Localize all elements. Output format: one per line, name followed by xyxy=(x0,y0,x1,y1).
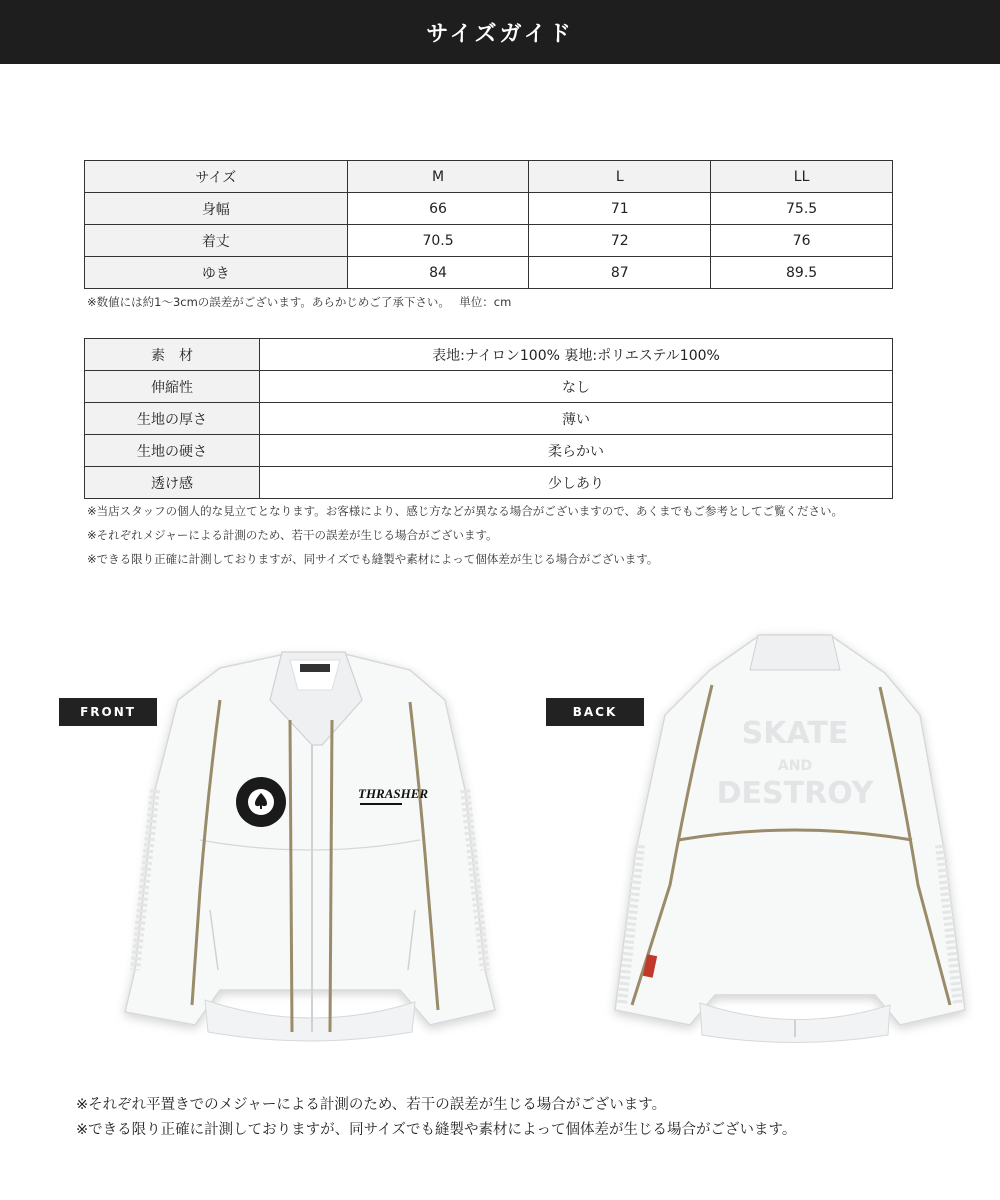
table-row xyxy=(85,435,893,467)
material-note-2: ※それぞれメジャーによる計測のため、若干の誤差が生じる場合がございます。 xyxy=(87,528,498,542)
size-header-ll: LL xyxy=(711,161,893,193)
row-label: 生地の厚さ xyxy=(85,403,260,435)
table-cell: 76 xyxy=(711,225,893,257)
front-tag: FRONT xyxy=(59,698,157,726)
back-graphic-line3: DESTROY xyxy=(716,776,874,811)
size-header-l: L xyxy=(529,161,711,193)
table-cell: なし xyxy=(260,371,893,403)
table-cell: 71 xyxy=(529,193,711,225)
row-label: 身幅 xyxy=(85,193,348,225)
table-row xyxy=(85,193,893,225)
table-row xyxy=(85,403,893,435)
table-row xyxy=(85,225,893,257)
back-graphic-line1: SKATE xyxy=(741,716,849,751)
table-cell: 柔らかい xyxy=(260,435,893,467)
back-graphic-line2: AND xyxy=(777,758,813,774)
table-row xyxy=(85,371,893,403)
material-table xyxy=(84,338,893,499)
table-cell: 66 xyxy=(347,193,529,225)
table-cell: 72 xyxy=(529,225,711,257)
row-label: 生地の硬さ xyxy=(85,435,260,467)
row-label: ゆき xyxy=(85,257,348,289)
row-label: 着丈 xyxy=(85,225,348,257)
page-header xyxy=(0,0,1000,64)
table-row xyxy=(85,467,893,499)
table-row xyxy=(85,257,893,289)
material-note-1: ※当店スタッフの個人的な見立てとなります。お客様により、感じ方などが異なる場合がございますので、あくまでもご参考としてご覧ください。 xyxy=(87,504,843,518)
table-cell: 87 xyxy=(529,257,711,289)
size-table-header-row xyxy=(85,161,893,193)
bottom-note-1: ※それぞれ平置きでのメジャーによる計測のため、若干の誤差が生じる場合がございます。 xyxy=(76,1097,667,1113)
row-label: 伸縮性 xyxy=(85,371,260,403)
back-tag: BACK xyxy=(546,698,644,726)
size-header-m: M xyxy=(347,161,529,193)
table-row xyxy=(85,339,893,371)
jacket-back-image xyxy=(600,625,990,1060)
size-header-label: サイズ xyxy=(85,161,348,193)
material-note-3: ※できる限り正確に計測しておりますが、同サイズでも縫製や素材によって個体差が生じる場合がございます。 xyxy=(87,552,659,566)
row-label: 透け感 xyxy=(85,467,260,499)
bottom-note-2: ※できる限り正確に計測しておりますが、同サイズでも縫製や素材によって個体差が生じる場合がございます。 xyxy=(76,1122,797,1138)
front-brand-text: THRASHER xyxy=(358,786,429,801)
table-cell: 89.5 xyxy=(711,257,893,289)
size-table xyxy=(84,160,893,289)
table-cell: 70.5 xyxy=(347,225,529,257)
table-cell: 84 xyxy=(347,257,529,289)
table-cell: 少しあり xyxy=(260,467,893,499)
page-title: サイズガイド xyxy=(426,21,574,47)
table-cell: 表地:ナイロン100% 裏地:ポリエステル100% xyxy=(260,339,893,371)
size-note: ※数値には約1〜3cmの誤差がございます。あらかじめご了承下さい。 単位：cm xyxy=(87,295,512,309)
table-cell: 75.5 xyxy=(711,193,893,225)
row-label: 素 材 xyxy=(85,339,260,371)
jacket-front-image xyxy=(100,640,520,1060)
table-cell: 薄い xyxy=(260,403,893,435)
